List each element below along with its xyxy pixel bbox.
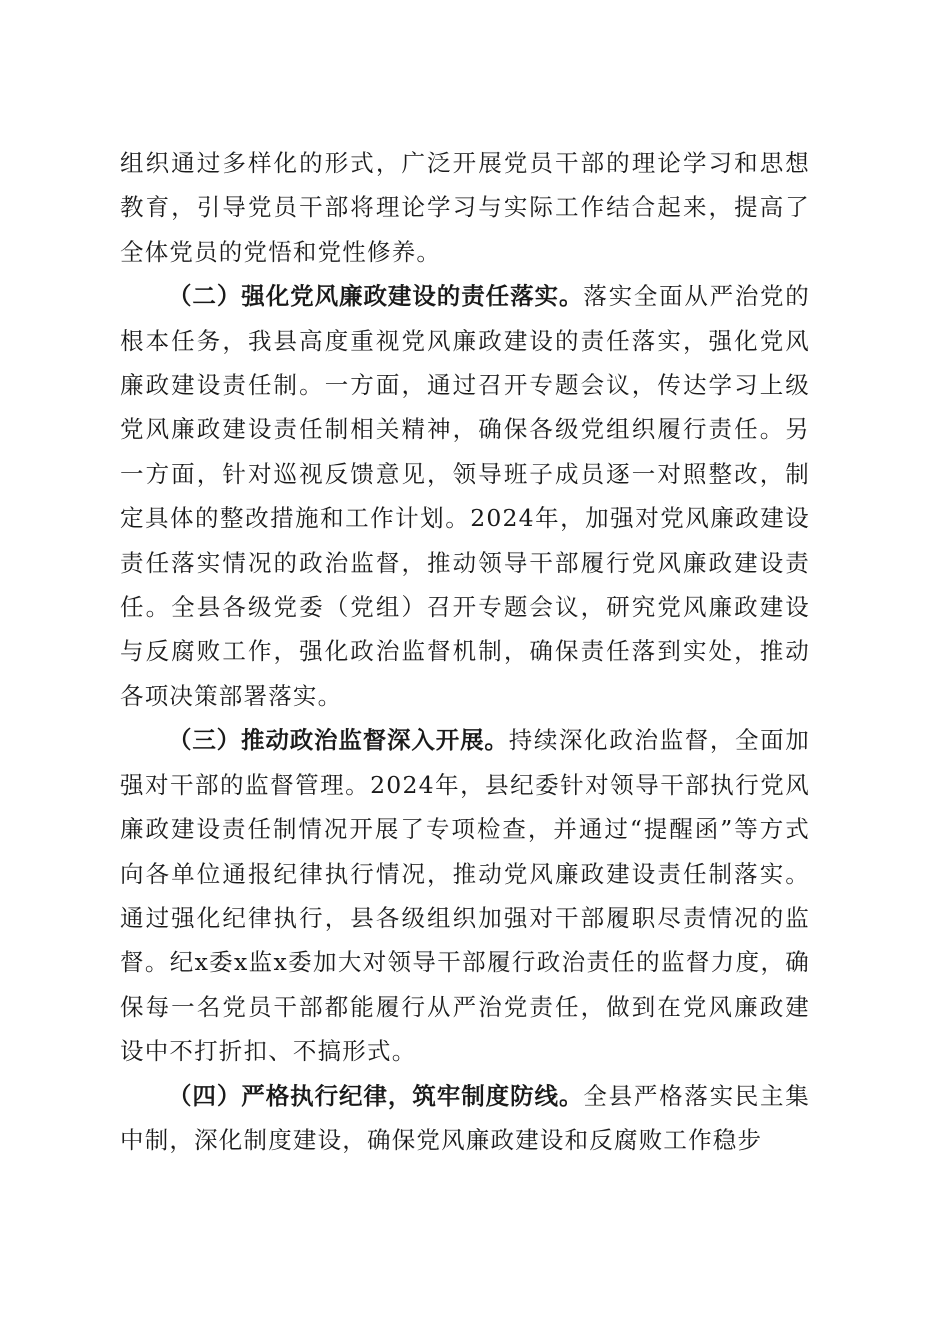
- document-body: [120, 141, 810, 1162]
- section-3-body-text: 持续深化政治监督，全面加强对干部的监督管理。2024年，县纪委针对领导干部执行党风廉政建设责任制情况开展了专项检查，并通过“提醒函”等方式向各单位通报纪律执行情况，推动党风廉政建设责任制落实。通过强化纪律执行，县各级组织加强对干部履职尽责情况的监督。纪x委x监x委加大对领导干部履行政治责任的监督力度，确保每一名党员干部都能履行从严治党责任，做到在党风廉政建设中不打折扣、不搞形式。: [120, 726, 810, 1066]
- paragraph-section-4: [120, 1074, 810, 1163]
- section-4-heading: （四）严格执行纪律，筑牢制度防线。: [168, 1081, 584, 1110]
- section-2-heading: （二）强化党风廉政建设的责任落实。: [168, 282, 584, 311]
- section-2-body-text: 落实全面从严治党的根本任务，我县高度重视党风廉政建设的责任落实，强化党风廉政建设责任制。一方面，通过召开专题会议，传达学习上级党风廉政建设责任制相关精神，确保各级党组织履行责任。另一方面，针对巡视反馈意见，领导班子成员逐一对照整改，制定具体的整改措施和工作计划。2024年，加强对党风廉政建设责任落实情况的政治监督，推动领导干部履行党风廉政建设责任。全县各级党委（党组）召开专题会议，研究党风廉政建设与反腐败工作，强化政治监督机制，确保责任落到实处，推动各项决策部署落实。: [120, 282, 810, 710]
- paragraph-body-text: 组织通过多样化的形式，广泛开展党员干部的理论学习和思想教育，引导党员干部将理论学习与实际工作结合起来，提高了全体党员的党悟和党性修养。: [120, 149, 810, 266]
- paragraph-section-2: [120, 274, 810, 718]
- paragraph-continuation: [120, 141, 810, 274]
- paragraph-section-3: [120, 718, 810, 1073]
- section-4-body-text: 全县严格落实民主集中制，深化制度建设，确保党风廉政建设和反腐败工作稳步: [120, 1081, 810, 1154]
- section-3-heading: （三）推动政治监督深入开展。: [168, 726, 509, 755]
